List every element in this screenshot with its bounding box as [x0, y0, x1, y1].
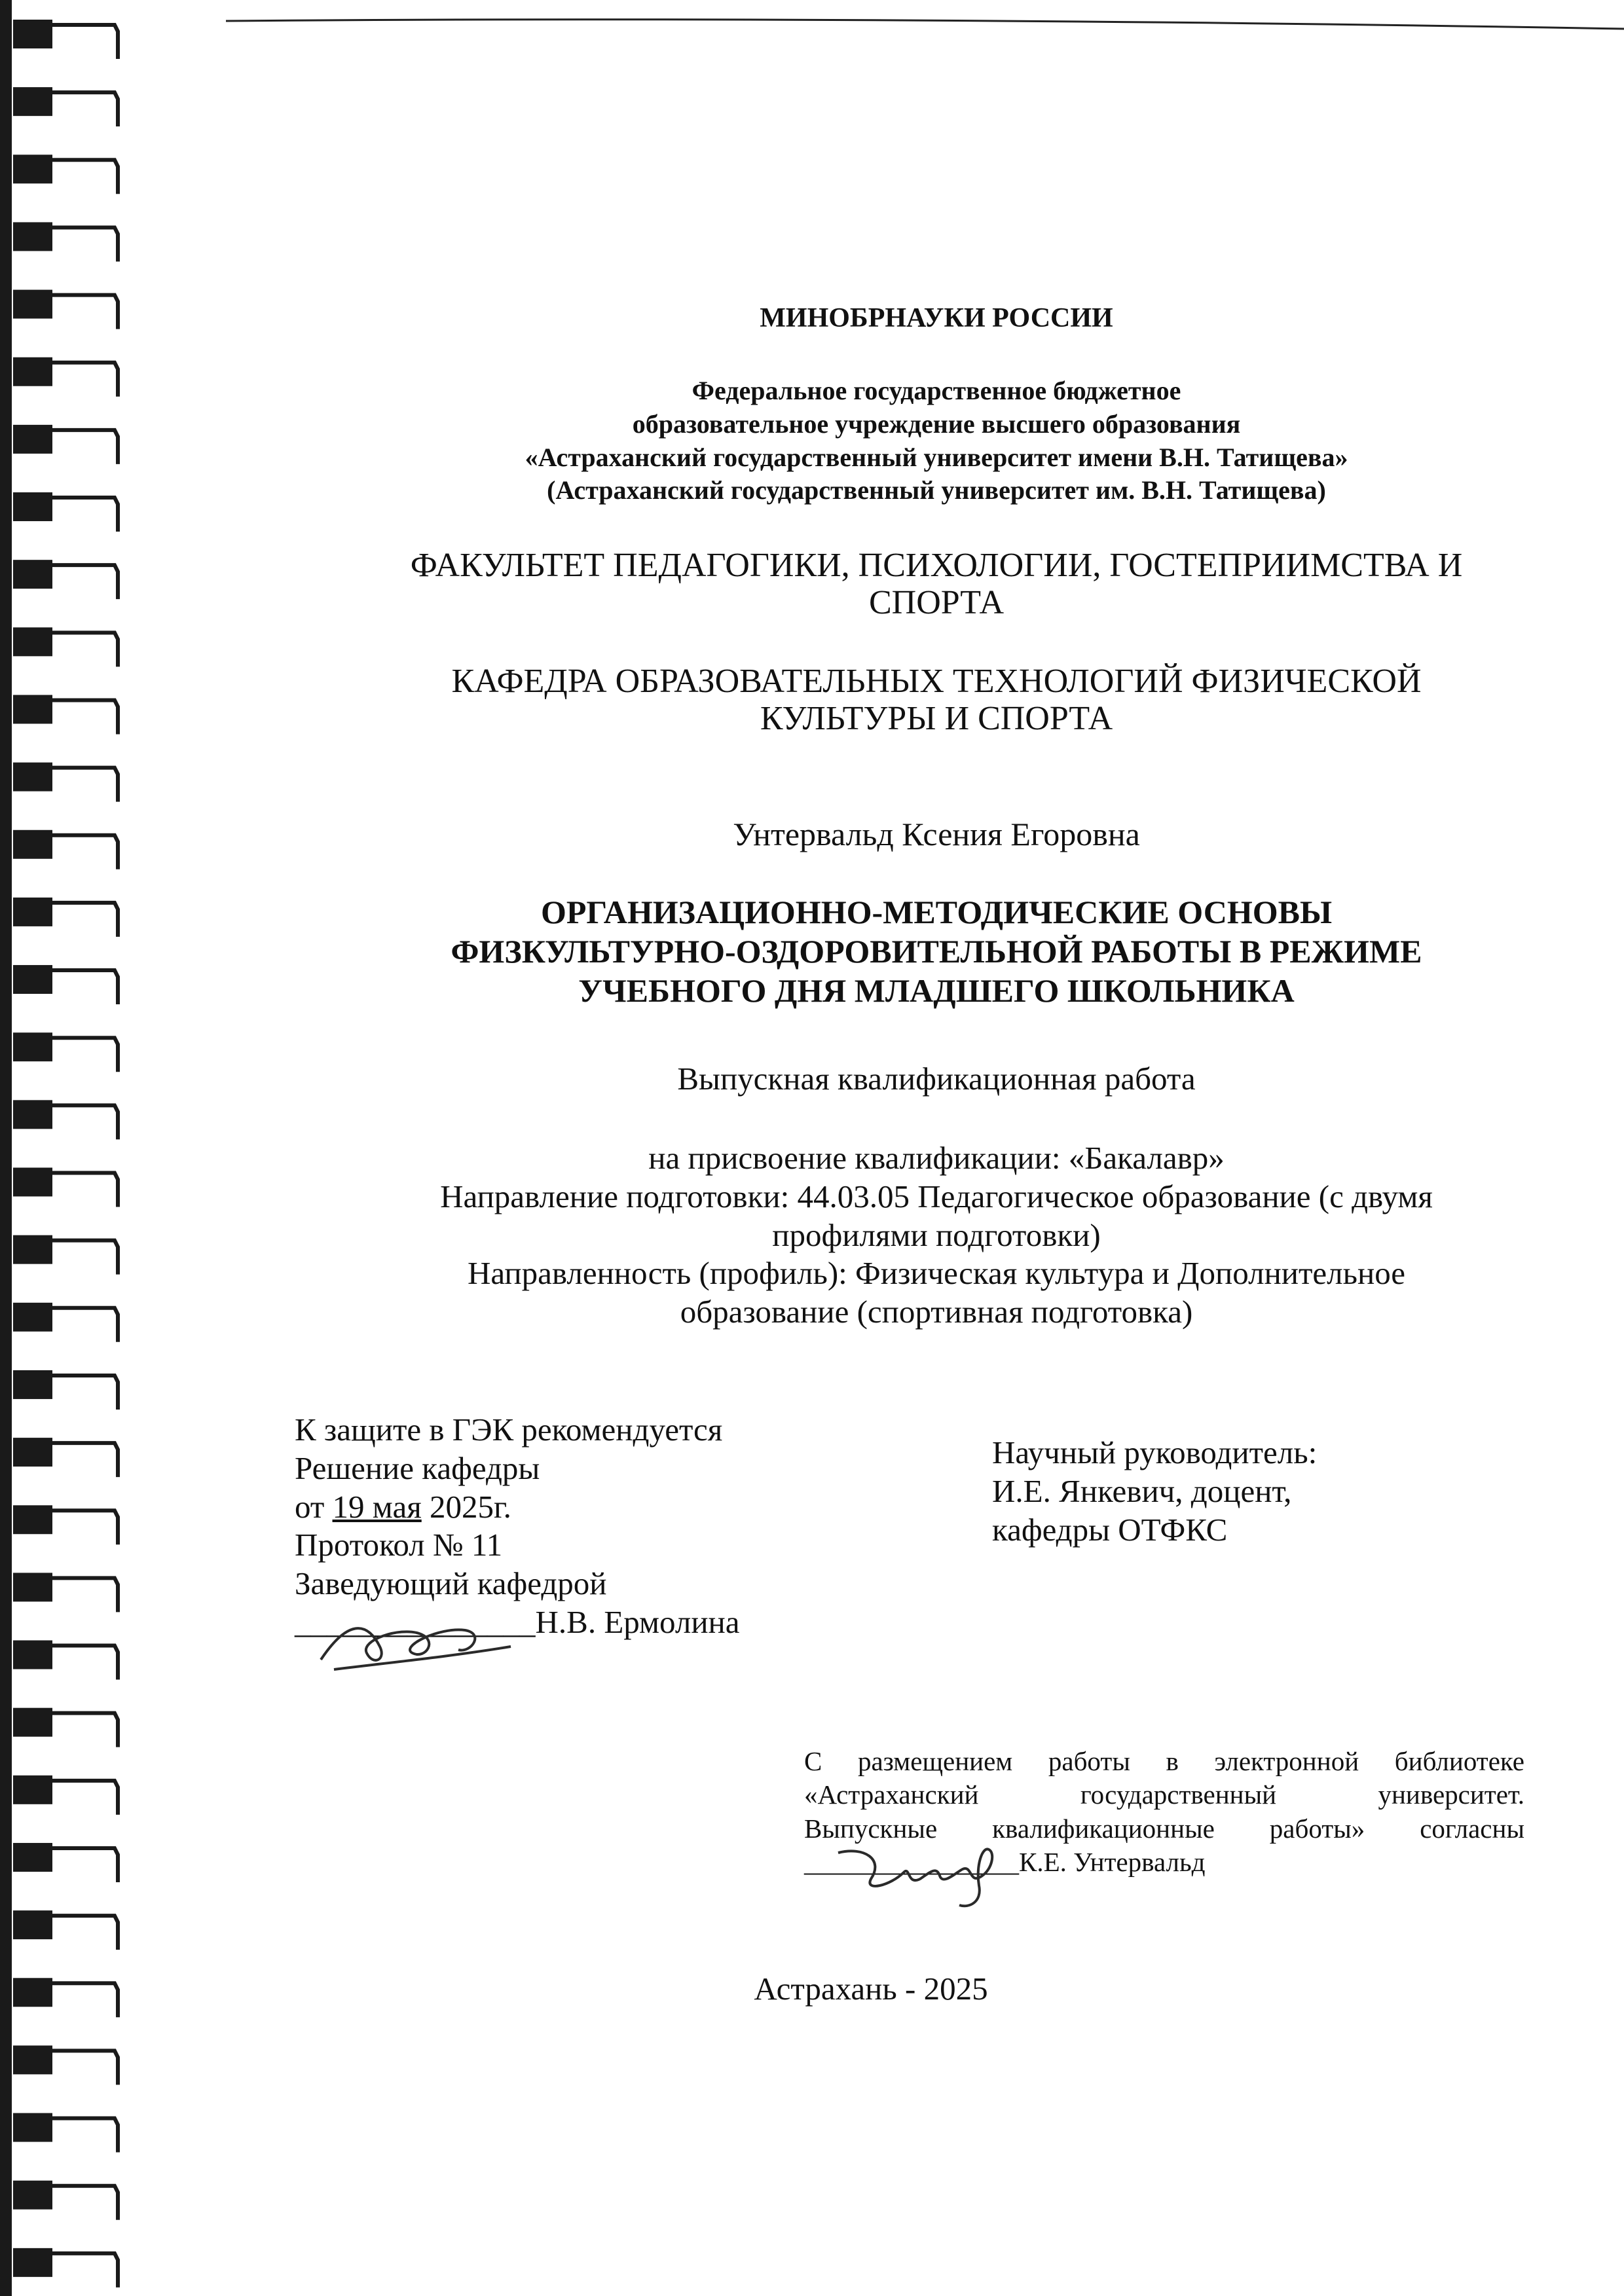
- supervisor-label: Научный руководитель:: [992, 1434, 1318, 1470]
- supervisor-block: [992, 1434, 1317, 1549]
- department-line: КАФЕДРА ОБРАЗОВАТЕЛЬНЫХ ТЕХНОЛОГИЙ ФИЗИЧЕСКОЙ: [451, 663, 1422, 700]
- binding-ring: [13, 357, 118, 397]
- binding-ring: [13, 1505, 118, 1544]
- qualification-line: профилями подготовки): [772, 1216, 1101, 1253]
- city-year: Астрахань - 2025: [754, 1971, 988, 2007]
- binding-ring: [13, 2181, 118, 2220]
- org-line: Федеральное государственное бюджетное: [692, 376, 1181, 405]
- binding-ring: [13, 1235, 118, 1275]
- faculty-line: ФАКУЛЬТЕТ ПЕДАГОГИКИ, ПСИХОЛОГИИ, ГОСТЕПРИИМСТВА И: [410, 547, 1463, 584]
- qualification-info: [282, 1139, 1591, 1332]
- binding-ring: [13, 2113, 118, 2153]
- binding-ring: [13, 965, 118, 1004]
- thesis-title: [282, 892, 1591, 1010]
- binding-ring: [13, 2248, 118, 2287]
- decision-date: [295, 1488, 740, 1527]
- date-day-month: 19 мая: [332, 1488, 422, 1525]
- binding-ring: [13, 898, 118, 937]
- spiral-binding: [0, 0, 157, 2296]
- department-decision: Решение кафедры: [295, 1449, 540, 1486]
- binding-ring: [13, 1100, 118, 1139]
- consent-line: «Астраханский государственный университет.: [804, 1779, 1524, 1810]
- qualification-line: Направление подготовки: 44.03.05 Педагогическое образование (с двумя: [440, 1178, 1433, 1214]
- faculty-name: [282, 547, 1591, 621]
- binding-ring: [13, 1573, 118, 1612]
- binding-ring: [13, 1303, 118, 1342]
- author-signature: [832, 1840, 1028, 1912]
- binding-ring: [13, 425, 118, 464]
- org-line: (Астраханский государственный университет им. В.Н. Татищева): [547, 475, 1326, 505]
- binding-ring: [13, 155, 118, 194]
- title-line: ОРГАНИЗАЦИОННО-МЕТОДИЧЕСКИЕ ОСНОВЫ: [540, 894, 1333, 930]
- binding-ring: [13, 763, 118, 802]
- binding-ring: [13, 1370, 118, 1410]
- binding-ring: [13, 1032, 118, 1072]
- binding-ring: [13, 20, 118, 59]
- binding-ring: [13, 1776, 118, 1815]
- title-line: УЧЕБНОГО ДНЯ МЛАДШЕГО ШКОЛЬНИКА: [578, 972, 1295, 1009]
- binding-ring: [13, 1708, 118, 1747]
- binding-ring: [13, 2045, 118, 2085]
- department-line: КУЛЬТУРЫ И СПОРТА: [760, 700, 1113, 738]
- binding-spine: [0, 0, 12, 2296]
- binding-ring: [13, 560, 118, 599]
- scan-edge-line: [226, 9, 1624, 35]
- qualification-line: Направленность (профиль): Физическая культура и Дополнительное: [467, 1255, 1406, 1292]
- faculty-line: СПОРТА: [868, 584, 1005, 622]
- supervisor-name: И.Е. Янкевич, доцент,: [992, 1472, 1292, 1509]
- date-prefix: от: [295, 1488, 333, 1525]
- qualification-line: образование (спортивная подготовка): [680, 1294, 1193, 1330]
- title-line: ФИЗКУЛЬТУРНО-ОЗДОРОВИТЕЛЬНОЙ РАБОТЫ В РЕЖИМЕ: [451, 933, 1422, 970]
- org-line: образовательное учреждение высшего образования: [632, 409, 1241, 439]
- binding-ring: [13, 1641, 118, 1680]
- supervisor-department: кафедры ОТФКС: [992, 1511, 1228, 1548]
- binding-ring: [13, 695, 118, 734]
- binding-ring: [13, 1910, 118, 1950]
- binding-ring: [13, 222, 118, 261]
- org-line: «Астраханский государственный университет имени В.Н. Татищева»: [525, 442, 1348, 472]
- author-name: Унтервальд Ксения Егоровна: [733, 816, 1140, 852]
- protocol-number: Протокол № 11: [295, 1527, 503, 1563]
- signature-blank: _______________: [295, 1603, 536, 1640]
- head-signature: [308, 1607, 524, 1679]
- binding-ring: [13, 87, 118, 126]
- binding-ring: [13, 1978, 118, 2017]
- binding-ring: [13, 1168, 118, 1207]
- date-suffix: 2025г.: [421, 1488, 511, 1525]
- qualification-line: на присвоение квалификации: «Бакалавр»: [648, 1140, 1225, 1176]
- binding-ring: [13, 1438, 118, 1477]
- recommendation-text: К защите в ГЭК рекомендуется: [295, 1412, 723, 1448]
- binding-ring: [13, 1843, 118, 1882]
- head-name: Н.В. Ермолина: [535, 1603, 740, 1640]
- binding-ring: [13, 492, 118, 532]
- consent-name: К.Е. Унтервальд: [1019, 1846, 1206, 1877]
- binding-ring: [13, 830, 118, 869]
- consent-line: Выпускные квалификационные работы» согласны: [804, 1813, 1524, 1844]
- ministry-name: МИНОБРНАУКИ РОССИИ: [760, 303, 1113, 333]
- consent-line: С размещением работы в электронной библиотеке: [804, 1746, 1524, 1776]
- head-of-department-label: Заведующий кафедрой: [295, 1565, 607, 1602]
- organization-name: [282, 374, 1591, 507]
- department-name: [282, 663, 1591, 737]
- binding-ring: [13, 627, 118, 666]
- binding-ring: [13, 290, 118, 329]
- work-type: Выпускная квалификационная работа: [677, 1061, 1196, 1097]
- signature-blank: ________________: [804, 1846, 1019, 1877]
